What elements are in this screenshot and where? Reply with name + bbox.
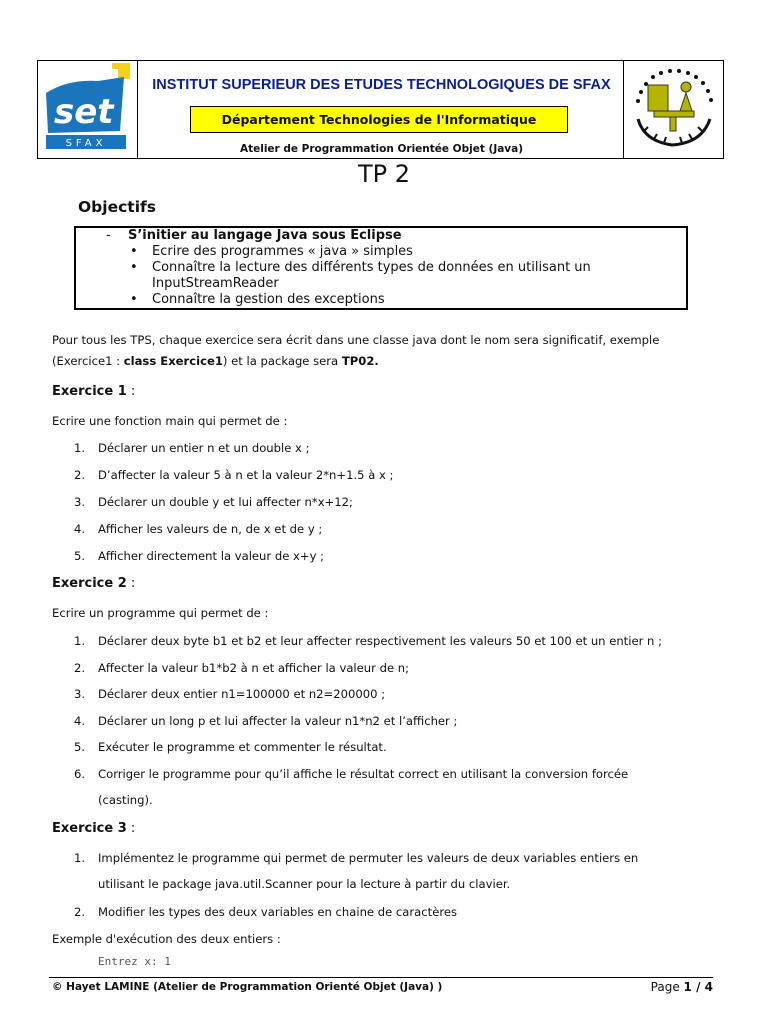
department-name: Département Technologies de l'Informatique	[190, 106, 568, 133]
exercise-1-intro: Ecrire une fonction main qui permet de :	[52, 414, 288, 428]
exercise-3-heading: Exercice 3 :	[52, 821, 136, 836]
logo-city: SFAX	[65, 138, 107, 149]
objective-main: - S’initier au langage Java sous Eclipse	[106, 228, 402, 243]
exercise-2-intro: Ecrire un programme qui permet de :	[52, 606, 269, 620]
objectives-box	[74, 226, 688, 310]
iset-logo	[38, 61, 138, 158]
example-label: Exemple d'exécution des deux entiers :	[52, 932, 281, 946]
objective-item: • Connaître la gestion des exceptions	[130, 292, 385, 307]
course-name: Atelier de Programmation Orientée Objet (Java)	[239, 143, 524, 155]
header-box	[37, 60, 724, 159]
list-item: 6. Corriger le programme pour qu’il affiche le résultat correct en utilisant la conversion forcée (casting).	[74, 767, 629, 807]
exercise-2-heading: Exercice 2 :	[52, 576, 136, 591]
footer-divider	[49, 977, 713, 978]
page-number: Page 1 / 4	[650, 980, 713, 994]
institute-name: INSTITUT SUPERIEUR DES ETUDES TECHNOLOGIQUES DE SFAX	[152, 77, 611, 93]
objective-item: • Connaître la lecture des différents types de données en utilisant un	[130, 260, 591, 275]
footer-copyright: © Hayet LAMINE (Atelier de Programmation Orienté Objet (Java) )	[52, 981, 443, 993]
list-item: 1. Implémentez le programme qui permet de permuter les valeurs de deux variables entiers en utilisant le package java.util.Scanner pour la lecture à partir du clavier.	[74, 851, 639, 891]
code-output: Entrez x: 1	[98, 955, 171, 968]
intro-paragraph: Pour tous les TPS, chaque exercice sera écrit dans une classe java dont le nom sera significatif, exemple (Exercice1 : class Exercice1) et la package sera TP02.	[52, 333, 660, 368]
logo-text: set	[54, 92, 114, 132]
objectives-heading: Objectifs	[78, 198, 156, 216]
objective-item-cont: InputStreamReader	[152, 276, 279, 291]
objective-item: • Ecrire des programmes « java » simples	[130, 244, 413, 259]
exercise-1-heading: Exercice 1 :	[52, 384, 136, 399]
document-page: set SFAX INSTITUT SUPERIEUR DES ETUDES TECHNOLOGIQUES DE SFAX Département Technologies de l'Informatique Atelier de Programmation Orientée Objet (Java) TP 2 Objectifs - S’initier au langage Java sous Eclipse • Ecrire des programmes « java » simples • Connaître la lecture des différents types de données en utilisant un InputStreamReader • Connaître la gestion des exceptions Pour tous les TPS, chaque exercice sera écrit dans une classe java dont le nom sera significatif, exemple (Exercice1 : class Exercice1) et la package sera TP02. Exercice 1 : Ecrire une fonction main qui permet de : 1. Déclarer un entier n et un double x ; 2. D’affecter la valeur 5 à n et la valeur 2*n+1.5 à x ; 3. Déclarer un double y et lui affecter n*x+12; 4. Afficher les valeurs de n, de x et de y ; 5. Afficher directement la valeur de x+y ; Exercice 2 : Ecrire un programme qui permet de : 1. Déclarer deux byte b1 et b2 et leur affecter respectivement les valeurs 50 et 100 et un entier n ; 2. Affecter la valeur b1*b2 à n et afficher la valeur de n; 3. Déclarer deux entier n1=100000 et n2=200000 ; 4. Déclarer un long p et lui affecter la valeur n1*n2 et l’afficher ; 5. Exécuter le programme et commenter le résultat. 6. Corriger le programme pour qu’il affiche le résultat correct en utilisant la conversion forcée (casting). Exercice 3 : 1. Implémentez le programme qui permet de permuter les valeurs de deux variables entiers en utilisant le package java.util.Scanner pour la lecture à partir du clavier. 2. Modifier les types des deux variables en chaine de caractères Exemple d'exécution des deux entiers : Entrez x: 1 © Hayet LAMINE (Atelier de Programmation Orienté Objet (Java) ) Page 1 / 4	[0, 0, 768, 1024]
page-title: TP 2	[357, 160, 411, 188]
department-emblem	[623, 61, 723, 158]
